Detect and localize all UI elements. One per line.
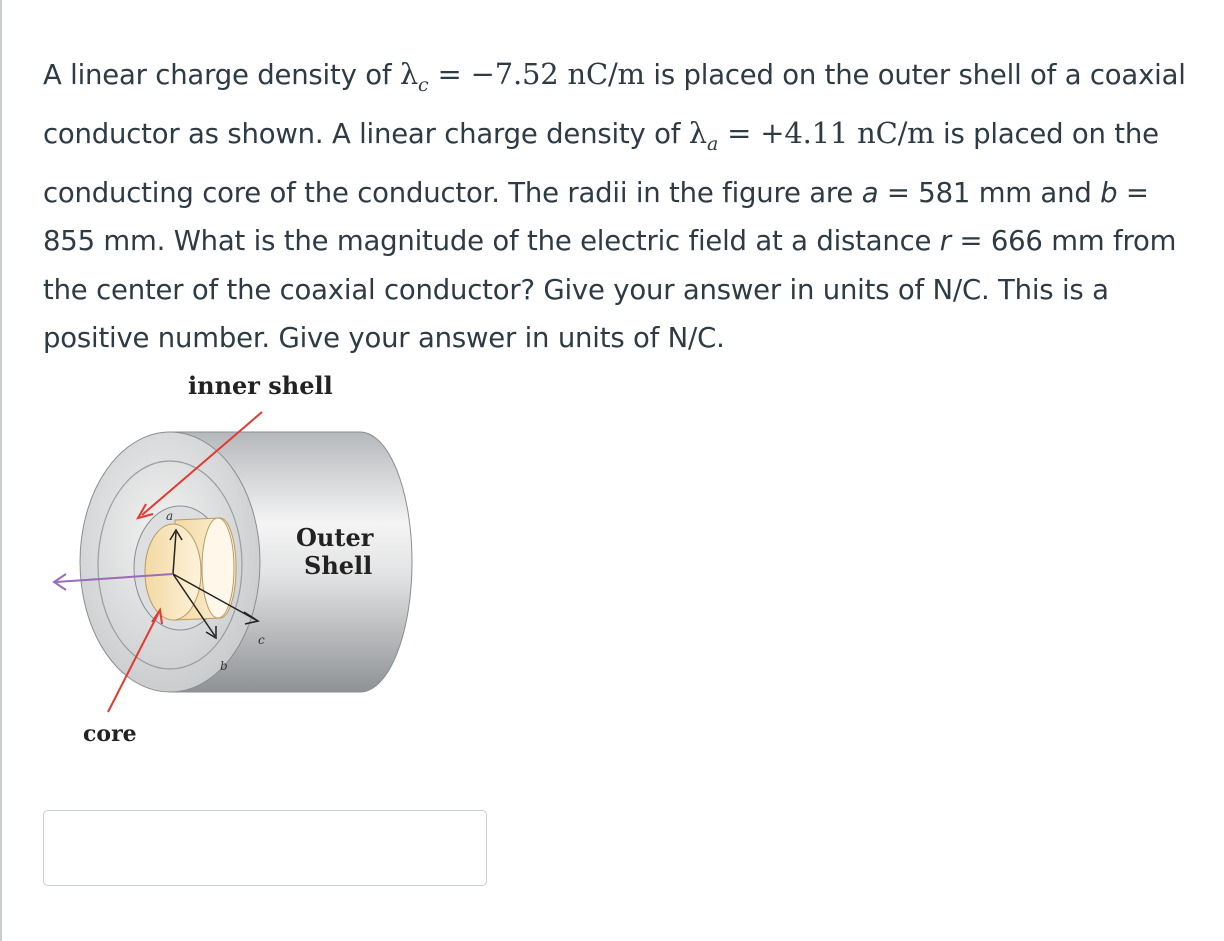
lambda-c-subscript: c (418, 73, 429, 96)
question-part-4: = 581 mm and (878, 176, 1101, 209)
lambda-c-expression (399, 57, 645, 96)
question-part-3: is placed on the conducting core of the conductor. The radii in the figure are (43, 118, 1159, 209)
question-text (43, 50, 1203, 363)
lambda-c-value: = −7.52 nC/m (428, 57, 645, 91)
label-b: b (220, 659, 228, 673)
coaxial-diagram (30, 360, 450, 760)
question-part-2: is placed on the outer shell of a coaxial conductor as shown. A linear charge density of (43, 59, 1186, 151)
variable-a: a (861, 176, 879, 209)
label-inner-shell: inner shell (188, 371, 333, 400)
coaxial-conductor-figure (30, 360, 450, 760)
label-shell: Shell (304, 551, 373, 580)
lambda-a-symbol: λ (688, 116, 707, 151)
label-a: a (166, 509, 174, 523)
question-part-6: = 666 mm from the center of the coaxial conductor? Give your answer in units of N/C. This is a positive number. Give your answer in units of N/C. (43, 225, 1177, 355)
variable-b: b (1100, 176, 1118, 209)
question-part-5: = 855 mm. What is the magnitude of the electric field at a distance (43, 176, 1149, 258)
lambda-a-subscript: a (706, 133, 719, 156)
label-core: core (83, 721, 137, 747)
lambda-a-value: = +4.11 nC/m (718, 116, 935, 151)
label-outer: Outer (296, 523, 374, 552)
question-part-1: A linear charge density of (43, 59, 400, 91)
lambda-a-expression (688, 116, 935, 156)
lambda-c-symbol: λ (399, 57, 419, 91)
label-c: c (258, 633, 265, 647)
core-end (202, 518, 234, 618)
answer-input[interactable] (43, 810, 487, 886)
page-left-border (0, 0, 2, 941)
variable-r: r (939, 225, 951, 258)
